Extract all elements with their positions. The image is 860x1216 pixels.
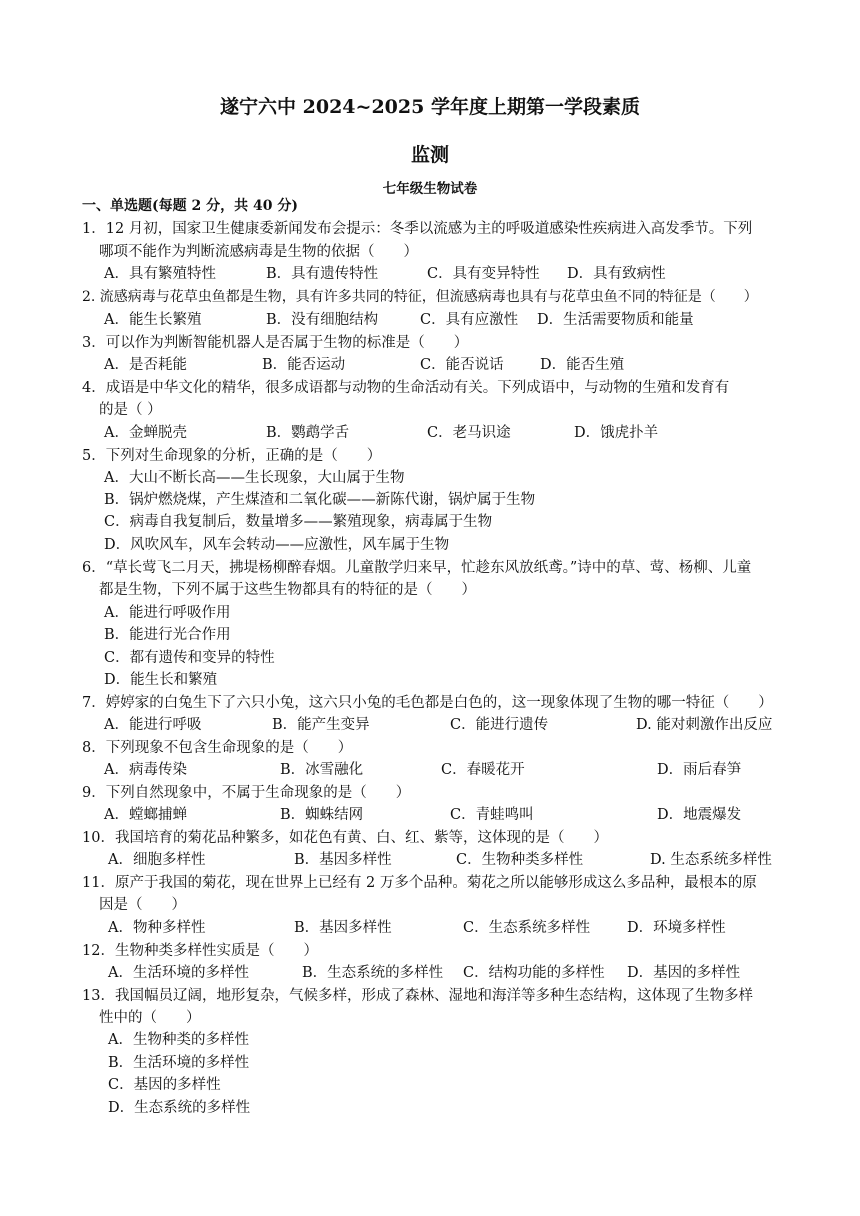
option-d: D．能生长和繁殖	[104, 672, 218, 688]
option-a: A．螳螂捕蝉	[104, 807, 187, 823]
option-a: A．生活环境的多样性	[108, 965, 249, 981]
option-c: C．春暖花开	[441, 762, 525, 778]
option-a: A．能进行呼吸作用	[104, 605, 231, 621]
option-d: D．环境多样性	[627, 920, 726, 936]
option-a: A．大山不断长高——生长现象，大山属于生物	[104, 470, 405, 486]
option-c: C．青蛙鸣叫	[450, 807, 534, 823]
option-c: C．结构功能的多样性	[463, 965, 605, 981]
option-b: B．生态系统的多样性	[302, 965, 444, 981]
question-2-stem: 2. 流感病毒与花草虫鱼都是生物，具有许多共同的特征，但流感病毒也具有与花草虫鱼不同的特征是（ ）	[82, 289, 758, 305]
question-13-stem: 性中的（ ）	[99, 1010, 201, 1026]
option-c: C．老马识途	[427, 425, 511, 441]
option-d: D．生活需要物质和能量	[537, 312, 694, 328]
option-b: B．生活环境的多样性	[108, 1055, 250, 1071]
question-6-stem: 都是生物，下列不属于这些生物都具有的特征的是（ ）	[99, 582, 476, 598]
question-5-stem: 5．下列对生命现象的分析，正确的是（ ）	[82, 448, 382, 464]
question-4-stem: 4．成语是中华文化的精华，很多成语都与动物的生命活动有关。下列成语中，与动物的生殖和发育有	[82, 380, 730, 396]
option-c: C．具有变异特性	[427, 266, 540, 282]
question-1-stem: 哪项不能作为判断流感病毒是生物的依据（ ）	[99, 244, 418, 260]
option-a: A．金蝉脱壳	[104, 425, 187, 441]
option-a: A．细胞多样性	[108, 852, 206, 868]
option-c: C．生态系统多样性	[463, 920, 591, 936]
option-b: B．蜘蛛结网	[280, 807, 364, 823]
option-c: C．能否说话	[420, 357, 504, 373]
option-d: D. 能对刺激作出反应	[636, 717, 773, 733]
option-c: C．具有应激性	[420, 312, 519, 328]
question-9-stem: 9．下列自然现象中，不属于生命现象的是（ ）	[82, 785, 411, 801]
option-d: D．风吹风车，风车会转动——应激性，风车属于生物	[104, 537, 450, 553]
option-b: B．没有细胞结构	[266, 312, 379, 328]
question-10-stem: 10．我国培育的菊花品种繁多，如花色有黄、白、红、紫等，这体现的是（ ）	[82, 830, 608, 846]
option-a: A．是否耗能	[104, 357, 187, 373]
option-b: B．具有遗传特性	[266, 266, 379, 282]
option-d: D．基因的多样性	[627, 965, 741, 981]
exam-title-line2: 监测	[410, 144, 449, 166]
option-d: D．地震爆发	[657, 807, 742, 823]
option-d: D. 生态系统多样性	[650, 852, 772, 868]
question-11-stem: 因是（ ）	[99, 897, 186, 913]
option-a: A．能进行呼吸	[104, 717, 202, 733]
option-d: D．具有致病性	[567, 266, 666, 282]
question-13-stem: 13．我国幅员辽阔，地形复杂，气候多样，形成了森林、湿地和海洋等多种生态结构，这体现了生物多样	[82, 988, 753, 1004]
option-c: C．病毒自我复制后，数量增多——繁殖现象，病毒属于生物	[104, 514, 493, 530]
option-a: A．病毒传染	[104, 762, 187, 778]
option-a: A．具有繁殖特性	[104, 266, 216, 282]
option-a: A．物种多样性	[108, 920, 206, 936]
option-b: B．能否运动	[262, 357, 346, 373]
option-c: C．基因的多样性	[108, 1077, 221, 1093]
question-8-stem: 8．下列现象不包含生命现象的是（ ）	[82, 740, 353, 756]
option-b: B．基因多样性	[294, 920, 392, 936]
question-4-stem: 的是（ ）	[99, 402, 162, 418]
exam-subtitle: 七年级生物试卷	[382, 181, 478, 197]
question-6-stem: 6．“草长莺飞二月天，拂堤杨柳醉春烟。儿童散学归来早，忙趁东风放纸鸢。”诗中的草、莺、杨柳、儿童	[82, 560, 752, 576]
question-11-stem: 11．原产于我国的菊花，现在世界上已经有 2 万多个品种。菊花之所以能够形成这么多品种，最根本的原	[82, 875, 757, 891]
exam-title-line1: 遂宁六中 2024~2025 学年度上期第一学段素质	[220, 96, 640, 118]
option-d: D．能否生殖	[540, 357, 625, 373]
option-b: B．能进行光合作用	[104, 627, 231, 643]
question-3-stem: 3．可以作为判断智能机器人是否属于生物的标准是（ ）	[82, 335, 469, 351]
option-d: D．生态系统的多样性	[108, 1100, 251, 1116]
question-7-stem: 7．婷婷家的白兔生下了六只小兔，这六只小兔的毛色都是白色的，这一现象体现了生物的哪一特征（ ）	[82, 695, 773, 711]
option-b: B．基因多样性	[294, 852, 392, 868]
option-b: B．鹦鹉学舌	[266, 425, 350, 441]
option-a: A．能生长繁殖	[104, 312, 202, 328]
option-b: B．能产生变异	[272, 717, 370, 733]
question-1-stem: 1．12 月初，国家卫生健康委新闻发布会提示：冬季以流感为主的呼吸道感染性疾病进入高发季节。下列	[82, 221, 753, 237]
question-12-stem: 12．生物种类多样性实质是（ ）	[82, 943, 318, 959]
option-c: C．生物种类多样性	[456, 852, 584, 868]
option-c: C．能进行遗传	[450, 717, 549, 733]
option-d: D．饿虎扑羊	[574, 425, 659, 441]
option-a: A．生物种类的多样性	[108, 1032, 249, 1048]
option-b: B．冰雪融化	[280, 762, 364, 778]
option-b: B．锅炉燃烧煤，产生煤渣和二氧化碳——新陈代谢，锅炉属于生物	[104, 492, 536, 508]
option-c: C．都有遗传和变异的特性	[104, 650, 275, 666]
section-heading: 一、单选题(每题 2 分，共 40 分)	[82, 198, 298, 214]
option-d: D．雨后春笋	[657, 762, 742, 778]
